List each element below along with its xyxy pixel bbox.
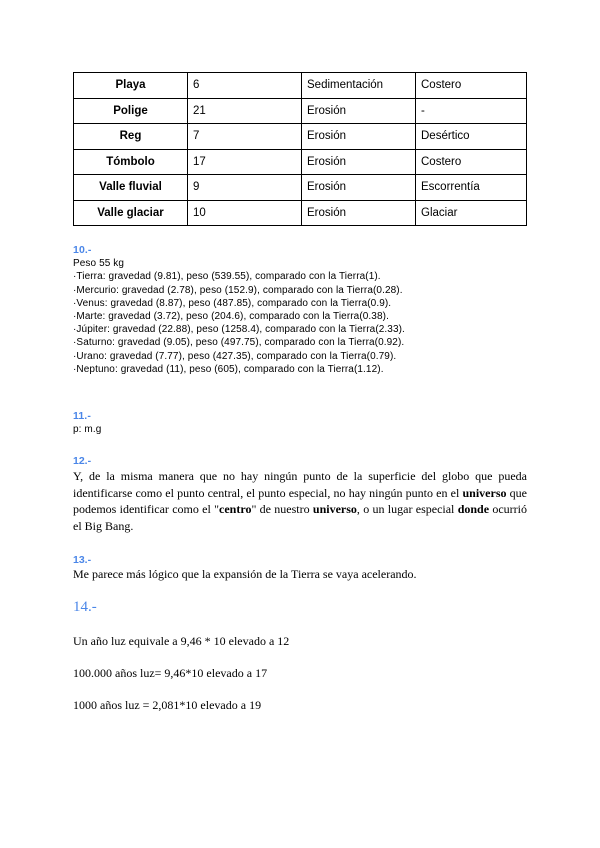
bold-term: universo: [312, 502, 357, 516]
section-number: 10.-: [73, 244, 92, 256]
text-run: " de nuestro: [251, 502, 313, 516]
section-number: 13.-: [73, 554, 92, 566]
table-cell: Costero: [416, 73, 527, 99]
table-cell: Tómbolo: [74, 149, 188, 175]
table-row: [74, 73, 527, 99]
light-year-line: 1000 años luz = 2,081*10 elevado a 19: [73, 698, 262, 712]
table-cell: 7: [188, 124, 302, 150]
text-run: , o un lugar especial: [356, 502, 458, 516]
table-row: [74, 124, 527, 150]
planet-line: ·Urano: gravedad (7.77), peso (427.35), comparado con la Tierra(0.79).: [73, 350, 397, 362]
table-row: [74, 175, 527, 201]
table-cell: Costero: [416, 149, 527, 175]
table-row: [74, 98, 527, 124]
bold-term: donde: [457, 502, 490, 516]
table-cell: Escorrentía: [416, 175, 527, 201]
text-run: ocurrió el Big Bang.: [73, 502, 527, 533]
section-14-number: 14.-: [73, 599, 97, 615]
paragraph-13: Me parece más lógico que la expansión de la Tierra se vaya acelerando.: [73, 567, 417, 581]
table-cell: Erosión: [302, 149, 416, 175]
planet-line: ·Venus: gravedad (8.87), peso (487.85), comparado con la Tierra(0.9).: [73, 297, 392, 309]
table-cell: Playa: [74, 73, 188, 99]
weight-intro: Peso 55 kg: [73, 258, 125, 270]
planet-line: ·Neptuno: gravedad (11), peso (605), comparado con la Tierra(1.12).: [73, 363, 384, 375]
planet-line: ·Mercurio: gravedad (2.78), peso (152.9), comparado con la Tierra(0.28).: [73, 284, 403, 296]
table-cell: Valle glaciar: [74, 200, 188, 226]
table-row: [74, 200, 527, 226]
light-year-line: Un año luz equivale a 9,46 * 10 elevado a 12: [73, 634, 290, 648]
table-cell: Polige: [74, 98, 188, 124]
table-cell: 17: [188, 149, 302, 175]
light-year-line: 100.000 años luz= 9,46*10 elevado a 17: [73, 666, 268, 680]
section-number: 11.-: [73, 410, 91, 422]
table-cell: Reg: [74, 124, 188, 150]
table-row: [74, 149, 527, 175]
section-10: [73, 244, 527, 376]
bold-term: universo: [462, 485, 507, 500]
table-cell: Erosión: [302, 200, 416, 226]
table-cell: -: [416, 98, 527, 124]
table-cell: Sedimentación: [302, 73, 416, 99]
table-cell: Erosión: [302, 98, 416, 124]
planet-line: ·Tierra: gravedad (9.81), peso (539.55), comparado con la Tierra(1).: [73, 271, 381, 283]
table-cell: Desértico: [416, 124, 527, 150]
table-cell: Valle fluvial: [74, 175, 188, 201]
table-cell: 21: [188, 98, 302, 124]
table-cell: 10: [188, 200, 302, 226]
formula-text: p: m.g: [73, 424, 102, 436]
table-cell: Erosión: [302, 175, 416, 201]
planet-line: ·Marte: gravedad (3.72), peso (204.6), comparado con la Tierra(0.38).: [73, 311, 389, 323]
table-cell: Erosión: [302, 124, 416, 150]
landforms-table: [73, 72, 527, 226]
bold-term: centro: [219, 502, 252, 516]
paragraph-12: [73, 468, 527, 534]
table-cell: 6: [188, 73, 302, 99]
table-cell: 9: [188, 175, 302, 201]
section-number: 12.-: [73, 455, 92, 467]
text-run: Y, de la misma manera que no hay ningún punto de la superficie del globo que pueda identificarse como el punto central, el punto especial, no hay ningún punto en el: [73, 469, 527, 500]
section-13: [73, 554, 527, 583]
planet-line: ·Júpiter: gravedad (22.88), peso (1258.4), comparado con la Tierra(2.33).: [73, 324, 405, 336]
text-run: que podemos identificar como el ": [73, 485, 528, 516]
section-12: [73, 455, 527, 534]
planet-line: ·Saturno: gravedad (9.05), peso (497.75), comparado con la Tierra(0.92).: [73, 337, 405, 349]
table-cell: Glaciar: [416, 200, 527, 226]
section-11: [73, 410, 527, 436]
